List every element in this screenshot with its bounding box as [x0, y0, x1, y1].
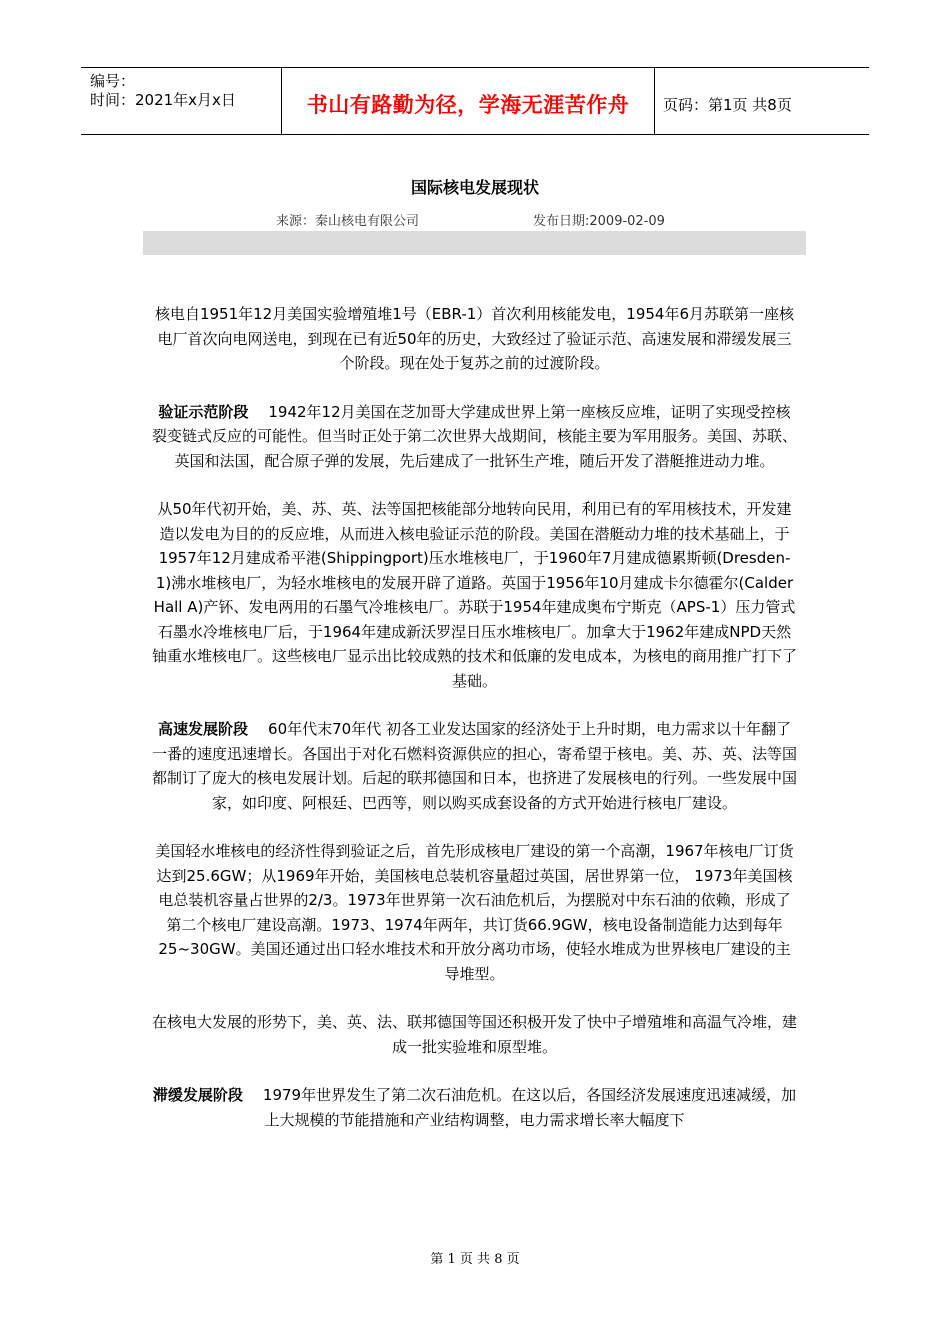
paragraph: [152, 497, 797, 693]
header-slogan: 书山有路勤为径，学海无涯苦作舟: [282, 68, 655, 134]
article-source: 来源：秦山核电有限公司: [276, 214, 420, 229]
document-number: 编号：: [90, 72, 136, 90]
paragraph: [152, 302, 797, 376]
header-meta: [81, 68, 282, 134]
paragraph-text: 1979年世界发生了第二次石油危机。在这以后，各国经济发展速度迅速减缓，加上大规模的节能措施和产业结构调整，电力需求增长率大幅度下: [262, 1086, 797, 1129]
paragraph: [152, 717, 797, 815]
page-footer: 第 1 页 共 8 页: [430, 1252, 520, 1267]
paragraph-text: 60年代末70年代 初各工业发达国家的经济处于上升时期，电力需求以十年翻了一番的速度迅速增长。各国出于对化石燃料资源供应的担心，寄希望于核电。美、苏、英、法等国都制订了庞大的核电发展计划。后起的联邦德国和日本，也挤进了发展核电的行列。一些发展中国家，如印度、阿根廷、巴西等，则以购买成套设备的方式开始进行核电厂建设。: [152, 720, 798, 812]
paragraph-lead: 验证示范阶段: [158, 402, 249, 421]
paragraph: [152, 1010, 797, 1059]
article-date: 发布日期:2009-02-09: [533, 214, 665, 229]
paragraph-lead: 高速发展阶段: [158, 720, 249, 738]
page-header: [81, 67, 869, 135]
article-body: [152, 302, 797, 1156]
paragraph: [152, 1083, 797, 1132]
divider-band: [143, 231, 806, 255]
article-title: 国际核电发展现状: [410, 178, 539, 197]
paragraph-text: 1942年12月美国在芝加哥大学建成世界上第一座核反应堆，证明了实现受控核裂变链式反应的可能性。但当时正处于第二次世界大战期间，核能主要为军用服务。美国、苏联、英国和法国，配合原子弹的发展，先后建成了一批钚生产堆，随后开发了潜艇推进动力堆。: [152, 402, 798, 470]
paragraph-text: 美国轻水堆核电的经济性得到验证之后，首先形成核电厂建设的第一个高潮，1967年核电厂订货达到25.6GW；从1969年开始，美国核电总装机容量超过英国，居世界第一位， 1973年美国核电总装机容量占世界的2/3。1973年世界第一次石油危机后，为摆脱对中东石油的依赖，形成了第二个核电厂建设高潮。1973、1974年两年，共订货66.9GW，核电设备制造能力达到每年25~30GW。美国还通过出口轻水堆技术和开放分离功市场，使轻水堆成为世界核电厂建设的主导堆型。: [155, 842, 794, 983]
document-time: 时间：2021年x月x日: [90, 91, 236, 109]
header-page-info: 页码：第1页 共8页: [663, 95, 792, 114]
paragraph: [152, 400, 797, 474]
paragraph-text: 核电自1951年12月美国实验增殖堆1号（EBR-1）首次利用核能发电，1954年6月苏联第一座核电厂首次向电网送电，到现在已有近50年的历史，大致经过了验证示范、高速发展和滞缓发展三个阶段。现在处于复苏之前的过渡阶段。: [154, 305, 795, 372]
paragraph-lead: 滞缓发展阶段: [152, 1086, 243, 1104]
paragraph: [152, 839, 797, 986]
paragraph-text: 从50年代初开始，美、苏、英、法等国把核能部分地转向民用，利用已有的军用核技术，开发建造以发电为目的的反应堆，从而进入核电验证示范的阶段。美国在潜艇动力堆的技术基础上，于1957年12月建成希平港(Shippingport)压水堆核电厂，于1960年7月建成德累斯顿(Dresden-1)沸水堆核电厂，为轻水堆核电的发展开辟了道路。英国于1956年10月建成卡尔德霍尔(Calder Hall A)产钚、发电两用的石墨气冷堆核电厂。苏联于1954年建成奥布宁斯克（APS-1）压力管式石墨水冷堆核电厂后，于1964年建成新沃罗涅日压水堆核电厂。加拿大于1962年建成NPD天然铀重水堆核电厂。这些核电厂显示出比较成熟的技术和低廉的发电成本，为核电的商用推广打下了基础。: [152, 500, 798, 690]
paragraph-text: 在核电大发展的形势下，美、英、法、联邦德国等国还积极开发了快中子增殖堆和高温气冷堆，建成一批实验堆和原型堆。: [152, 1013, 798, 1056]
